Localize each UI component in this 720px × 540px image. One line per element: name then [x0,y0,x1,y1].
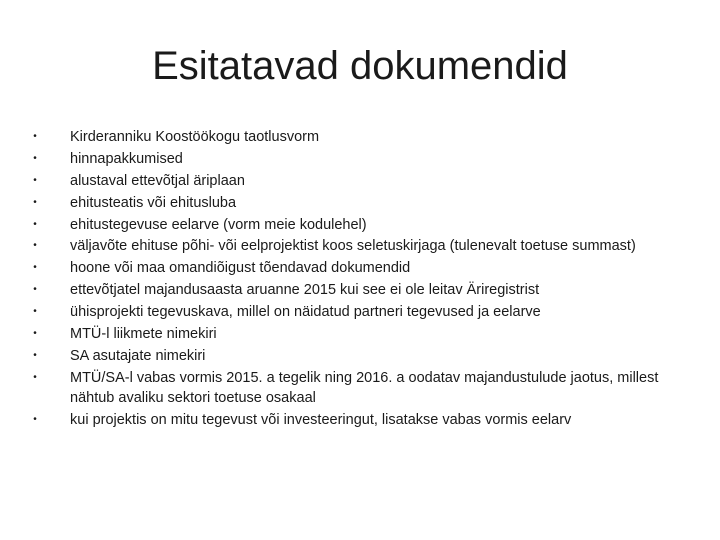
list-item [30,236,690,257]
list-item [30,346,690,367]
bullet-icon: • [33,371,37,383]
list-item [30,193,690,214]
list-item [30,368,690,409]
list-item-text: hoone või maa omandiõigust tõendavad dokumendid [70,260,411,277]
list-item-text: alustaval ettevõtjal äriplaan [70,172,245,189]
list-item [30,149,690,170]
list-item [30,171,690,192]
list-item-text: ehitustegevuse eelarve (vorm meie kodulehel) [70,216,367,233]
document-list [30,127,690,432]
list-item [30,258,690,279]
list-item [30,127,690,148]
list-item-text: väljavõte ehituse põhi- või eelprojektist koos seletuskirjaga (tulenevalt toetuse summast) [70,238,636,255]
list-item [30,280,690,301]
list-item-text: SA asutajate nimekiri [70,347,206,364]
bullet-icon: • [33,152,37,164]
bullet-icon: • [33,218,37,230]
bullet-icon: • [33,349,37,361]
bullet-icon: • [33,414,37,426]
bullet-icon: • [33,328,37,340]
list-item-text: hinnapakkumised [70,150,183,167]
slide-title: Esitatavad dokumendid [152,44,568,88]
list-item [30,215,690,236]
list-item [30,410,690,431]
bullet-icon: • [33,306,37,318]
list-item [30,302,690,323]
list-item-text: kui projektis on mitu tegevust või investeeringut, lisatakse vabas vormis eelarv [70,412,572,429]
list-item-text: MTÜ/SA-l vabas vormis 2015. a tegelik ning 2016. a oodatav majandustulude jaotus, millest nähtub avaliku sektori toetuse osakaal [70,369,659,407]
bullet-icon: • [33,131,37,142]
list-item-text: ühisprojekti tegevuskava, millel on näidatud partneri tegevused ja eelarve [70,304,541,321]
list-item-text: Kirderanniku Koostöökogu taotlusvorm [70,129,320,145]
bullet-icon: • [33,240,37,252]
list-item-text: ettevõtjatel majandusaasta aruanne 2015 kui see ei ole leitav Äriregistrist [70,282,540,299]
list-item-text: ehitusteatis või ehitusluba [70,194,237,211]
list-item-text: MTÜ-l liikmete nimekiri [70,326,217,343]
bullet-icon: • [33,284,37,296]
bullet-icon: • [33,262,37,274]
list-item [30,324,690,345]
bullet-icon: • [33,196,37,208]
bullet-icon: • [33,174,37,186]
